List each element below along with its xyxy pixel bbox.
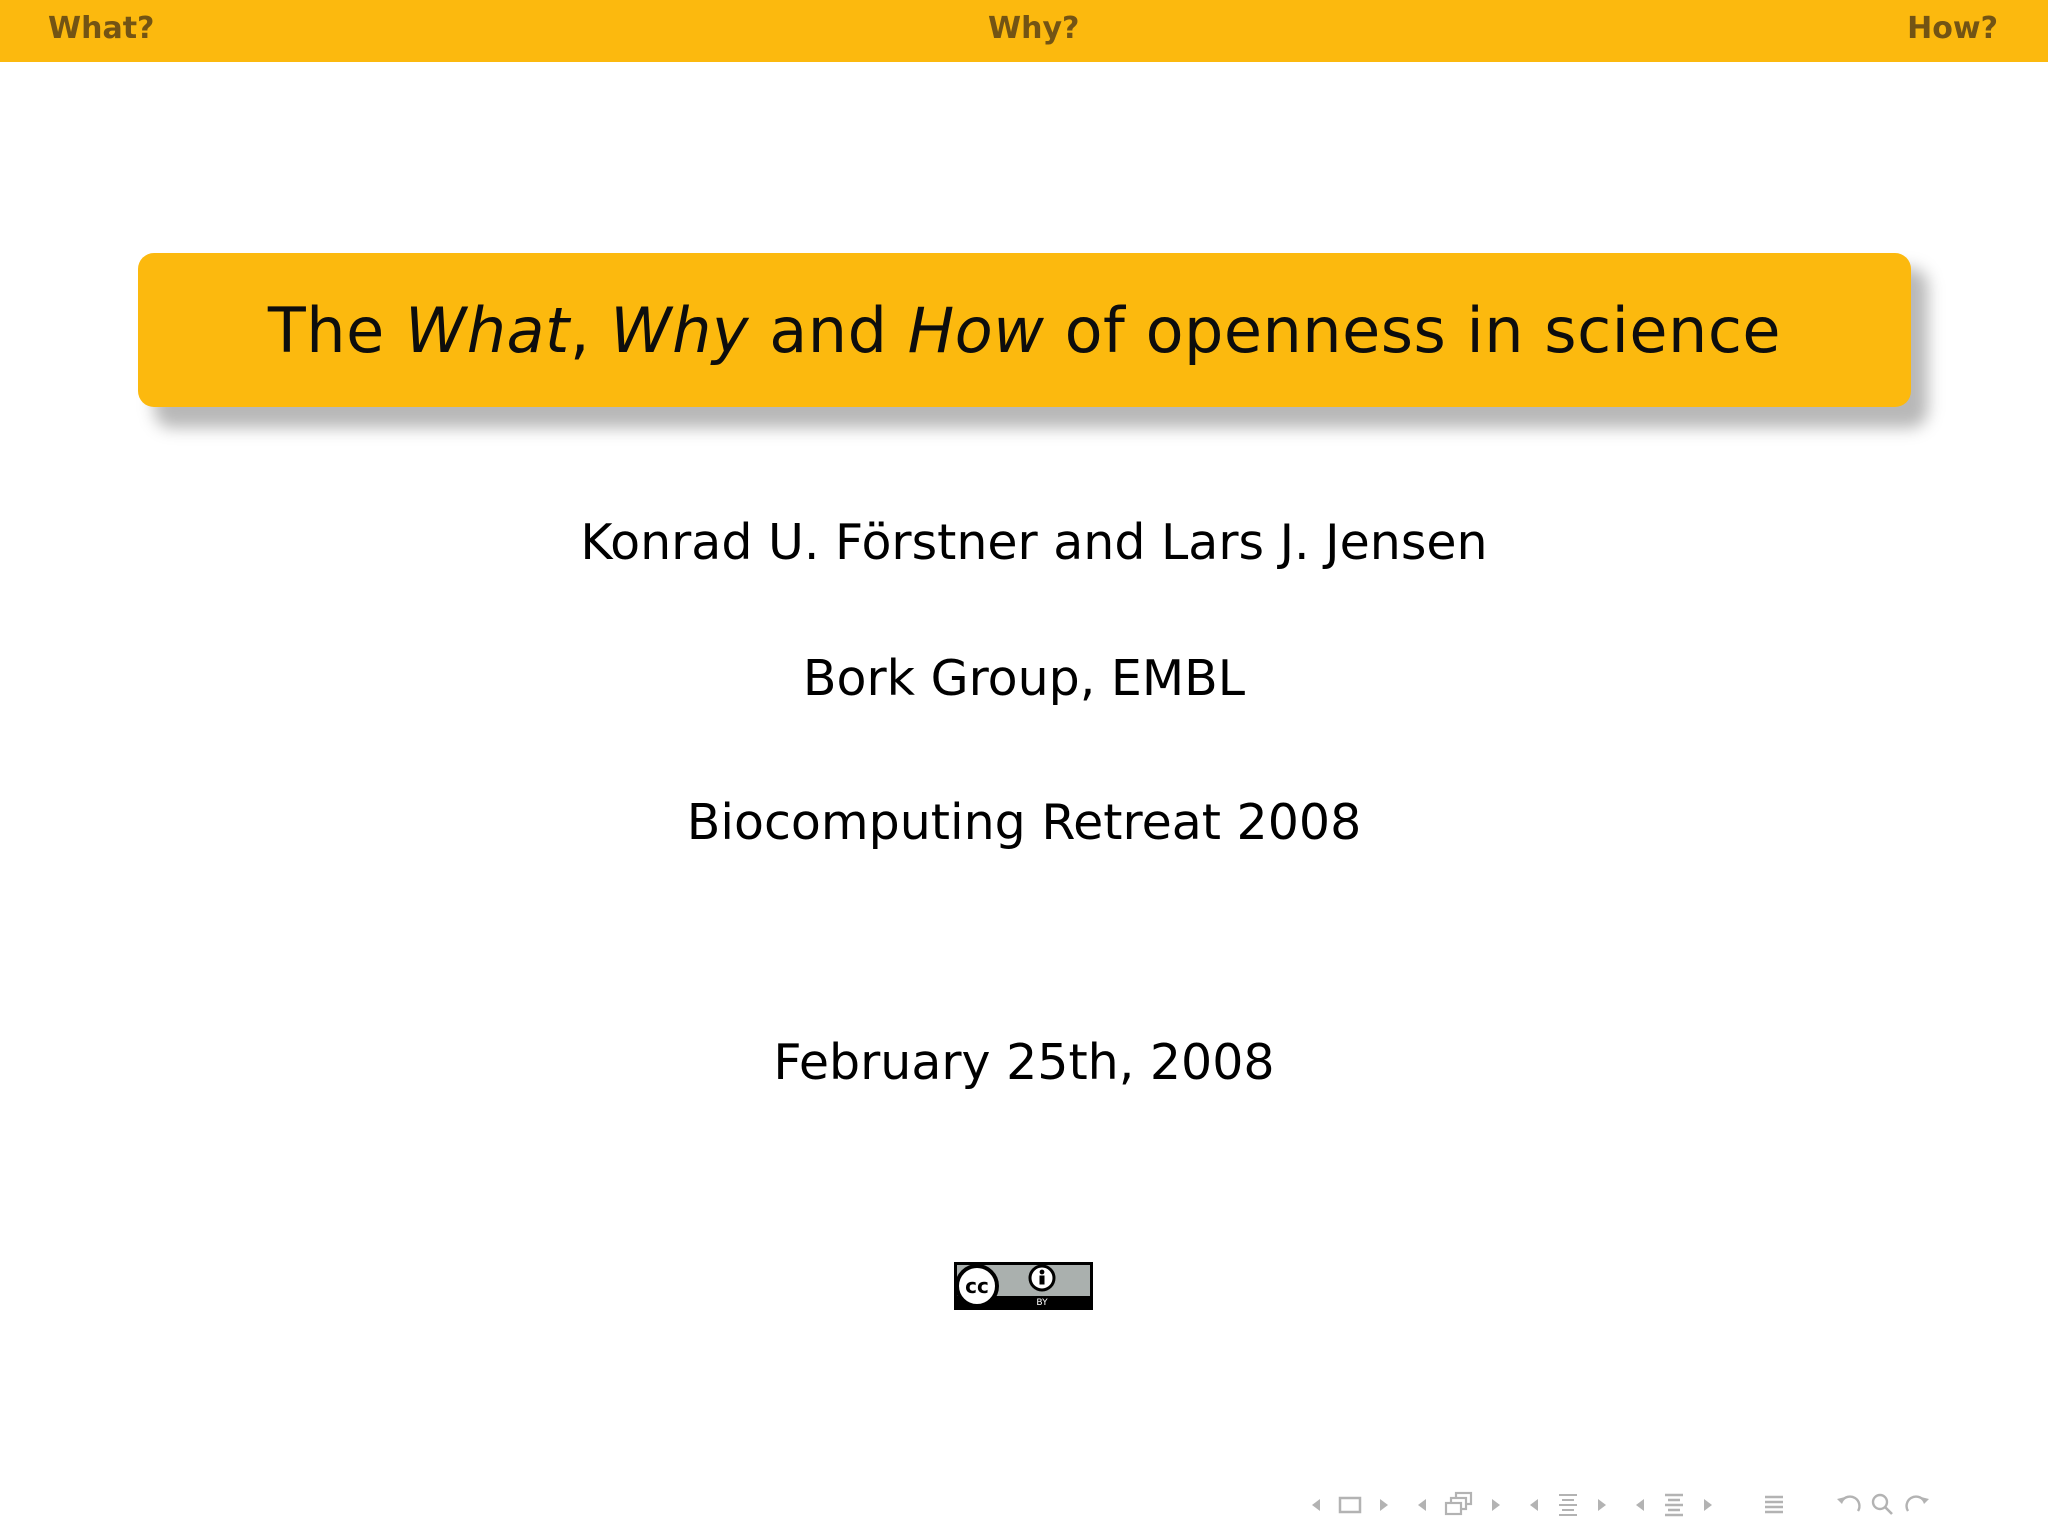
forward-icon <box>1902 1491 1932 1519</box>
align-icon <box>1762 1491 1786 1519</box>
event: Biocomputing Retreat 2008 <box>686 794 1362 851</box>
frame-icon <box>1338 1495 1362 1515</box>
slide-title <box>268 294 1781 367</box>
title-why: Why <box>610 293 750 367</box>
section-prev-button[interactable] <box>1528 1488 1540 1522</box>
frame-button[interactable] <box>1338 1488 1362 1522</box>
arrow-left-icon <box>1634 1497 1646 1513</box>
section-next-button[interactable] <box>1596 1488 1608 1522</box>
nav-section-why[interactable]: Why? <box>988 11 1080 46</box>
search-button[interactable] <box>1870 1488 1896 1522</box>
appendix-button[interactable] <box>1762 1488 1786 1522</box>
title-comma: , <box>569 293 611 367</box>
title-box <box>138 253 1911 407</box>
frame-next-button[interactable] <box>1378 1488 1390 1522</box>
nav-section-what[interactable]: What? <box>48 11 155 46</box>
back-icon <box>1834 1491 1864 1519</box>
document-prev-button[interactable] <box>1634 1488 1646 1522</box>
by-text: BY <box>1036 1298 1048 1308</box>
subsection-next-button[interactable] <box>1490 1488 1502 1522</box>
forward-button[interactable] <box>1902 1488 1932 1522</box>
title-what: What <box>404 293 570 367</box>
section-list-icon <box>1556 1491 1580 1519</box>
institute: Bork Group, EMBL <box>802 650 1246 707</box>
arrow-left-icon <box>1528 1497 1540 1513</box>
arrow-right-icon <box>1378 1497 1390 1513</box>
arrow-left-icon <box>1416 1497 1428 1513</box>
arrow-right-icon <box>1596 1497 1608 1513</box>
date: February 25th, 2008 <box>773 1034 1275 1091</box>
subsection-button[interactable] <box>1444 1488 1474 1522</box>
arrow-right-icon <box>1490 1497 1502 1513</box>
section-navigation-bar <box>0 0 2048 62</box>
cc-by-icon <box>953 1261 1094 1311</box>
title-suffix: of openness in science <box>1044 293 1782 367</box>
title-how: How <box>907 293 1045 367</box>
document-next-button[interactable] <box>1702 1488 1714 1522</box>
arrow-right-icon <box>1702 1497 1714 1513</box>
authors: Konrad U. Förstner and Lars J. Jensen <box>580 514 1488 571</box>
subsection-prev-button[interactable] <box>1416 1488 1428 1522</box>
back-button[interactable] <box>1834 1488 1864 1522</box>
cc-text: cc <box>965 1274 989 1298</box>
cc-by-license-badge[interactable] <box>953 1261 1094 1311</box>
title-prefix: The <box>267 293 405 367</box>
section-button[interactable] <box>1556 1488 1580 1522</box>
frame-prev-button[interactable] <box>1310 1488 1322 1522</box>
title-and: and <box>749 293 908 367</box>
document-button[interactable] <box>1662 1488 1686 1522</box>
search-icon <box>1870 1491 1896 1519</box>
beamer-navigation-controls <box>1310 1488 1932 1522</box>
subsection-icon <box>1444 1491 1474 1519</box>
arrow-left-icon <box>1310 1497 1322 1513</box>
nav-section-how[interactable]: How? <box>1907 11 1998 46</box>
document-icon <box>1662 1491 1686 1519</box>
